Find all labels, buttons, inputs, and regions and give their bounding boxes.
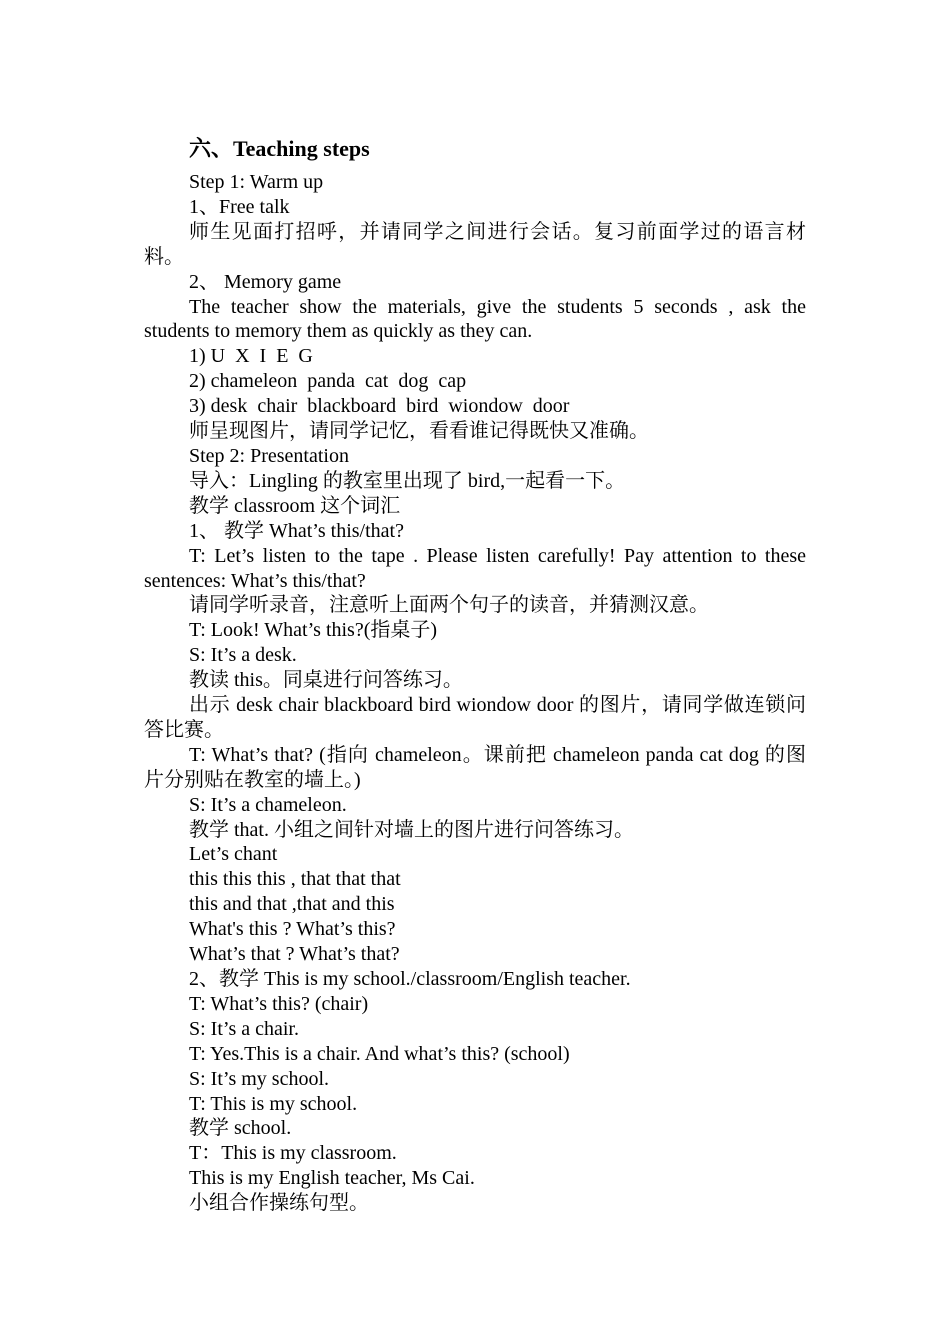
body-line: 小组合作操练句型。 <box>189 1192 369 1215</box>
body-line: 3) desk chair blackboard bird wiondow door <box>189 395 570 418</box>
body-line: Step 1: Warm up <box>189 171 324 193</box>
body-line: 教学 school. <box>189 1117 292 1140</box>
body-line: What's this ? What’s this? <box>189 918 396 941</box>
body-paragraph: T: Let’s listen to the tape . Please listen carefully! Pay attention to these sentences: What’s this/that? <box>144 544 806 592</box>
body-line: T: Look! What’s this?(指桌子) <box>189 619 438 642</box>
body-line: 2、教学 This is my school./classroom/English teacher. <box>189 968 631 990</box>
body-line: 1) U X I E G <box>189 345 313 368</box>
body-line: T: Yes.This is a chair. And what’s this? (school) <box>189 1042 570 1065</box>
body-line: 教读 this。同桌进行问答练习。 <box>189 669 463 692</box>
body-line: T：This is my classroom. <box>189 1142 397 1165</box>
body-paragraph: The teacher show the materials, give the students 5 seconds , ask the students to memory them as quickly as they can. <box>144 295 806 343</box>
body-line: 教学 classroom 这个词汇 <box>189 494 401 517</box>
body-line: This is my English teacher, Ms Cai. <box>189 1167 475 1190</box>
body-line: S: It’s a chameleon. <box>189 793 347 816</box>
body-line: 2) chameleon panda cat dog cap <box>189 370 467 393</box>
body-line: 1、 教学 What’s this/that? <box>189 519 404 542</box>
body-line: What’s that ? What’s that? <box>189 943 400 966</box>
body-line: 2、 Memory game <box>189 270 342 293</box>
body-line: Let’s chant <box>189 843 278 866</box>
body-paragraph: T: What’s that? (指向 chameleon。课前把 chameleon panda cat dog 的图片分别贴在教室的墙上。) <box>144 743 806 791</box>
body-line: 1、Free talk <box>189 195 290 218</box>
body-line: 请同学听录音，注意听上面两个句子的读音，并猜测汉意。 <box>189 594 709 617</box>
body-paragraph: 师生见面打招呼，并请同学之间进行会话。复习前面学过的语言材料。 <box>144 220 806 268</box>
body-line: 导入：Lingling 的教室里出现了 bird,一起看一下。 <box>189 469 626 492</box>
body-line: T: What’s this? (chair) <box>189 992 369 1015</box>
body-line: 师呈现图片，请同学记忆，看看谁记得既快又准确。 <box>189 420 649 443</box>
body-line: 教学 that. 小组之间针对墙上的图片进行问答练习。 <box>189 818 634 841</box>
section-heading: 六、Teaching steps <box>189 136 370 161</box>
body-line: this and that ,that and this <box>189 893 395 916</box>
body-line: Step 2: Presentation <box>189 444 349 467</box>
body-line: this this this , that that that <box>189 868 401 891</box>
body-line: S: It’s a chair. <box>189 1017 299 1040</box>
body-paragraph: 出示 desk chair blackboard bird wiondow door 的图片，请同学做连锁问答比赛。 <box>144 694 806 741</box>
body-line: S: It’s a desk. <box>189 644 297 667</box>
body-line: S: It’s my school. <box>189 1067 330 1090</box>
document-body <box>144 132 806 1216</box>
body-line: T: This is my school. <box>189 1092 358 1115</box>
